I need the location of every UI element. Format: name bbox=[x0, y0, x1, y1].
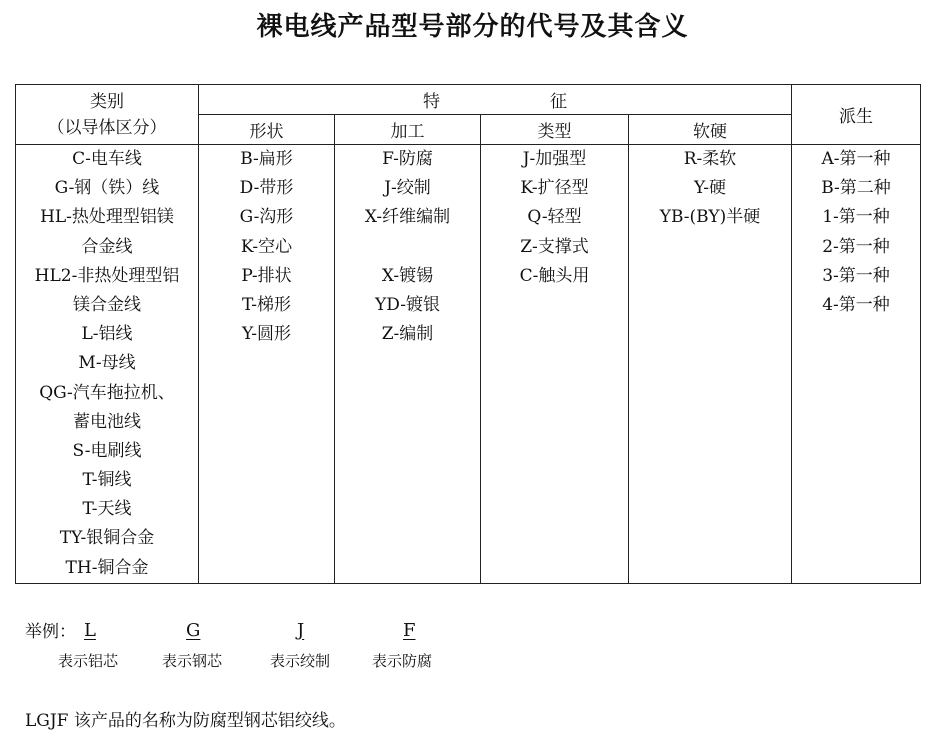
derived-item: 3-第一种 bbox=[822, 265, 890, 286]
category-item: L-铝线 bbox=[81, 324, 133, 345]
process-item: J-绞制 bbox=[384, 178, 431, 199]
type-item: K-扩径型 bbox=[520, 178, 589, 199]
header-category-sub bbox=[16, 115, 199, 145]
example-section bbox=[25, 617, 76, 642]
category-item: T-铜线 bbox=[82, 470, 132, 491]
derived-item: 2-第一种 bbox=[822, 236, 890, 257]
example-item-g bbox=[186, 620, 200, 641]
derived-item: A-第一种 bbox=[821, 149, 891, 169]
example-item-l bbox=[84, 620, 96, 641]
header-derived: 派生 bbox=[792, 85, 921, 145]
category-item: T-天线 bbox=[82, 499, 132, 520]
category-item: M-母线 bbox=[78, 353, 136, 374]
category-item: TH-铜合金 bbox=[65, 557, 149, 578]
header-feature-left: 特 bbox=[423, 92, 440, 112]
example-desc: 表示绞制 bbox=[270, 652, 331, 670]
shape-item: K-空心 bbox=[240, 236, 293, 257]
example-item-f bbox=[403, 620, 416, 641]
shape-item: Y-圆形 bbox=[241, 324, 292, 345]
example-desc: 表示防腐 bbox=[372, 652, 433, 670]
header-hardness: 软硬 bbox=[629, 115, 792, 145]
derived-column bbox=[792, 145, 921, 584]
category-item: C-电车线 bbox=[72, 149, 142, 169]
type-item: Z-支撑式 bbox=[520, 236, 589, 257]
hardness-item: R-柔软 bbox=[683, 149, 737, 169]
hardness-column bbox=[629, 145, 792, 584]
derived-item: 4-第一种 bbox=[822, 294, 890, 315]
category-item: HL2-非热处理型铝 bbox=[34, 265, 180, 286]
category-item: 合金线 bbox=[81, 236, 133, 257]
category-item: QG-汽车拖拉机、 bbox=[39, 382, 175, 403]
example-code: L bbox=[84, 620, 96, 641]
example-item-j bbox=[297, 620, 304, 641]
shape-item: B-扁形 bbox=[240, 149, 293, 169]
category-item: HL-热处理型铝镁 bbox=[40, 207, 174, 228]
type-item: J-加强型 bbox=[522, 149, 587, 169]
example-code: J bbox=[297, 620, 305, 641]
header-process: 加工 bbox=[335, 115, 481, 145]
header-category-line2: （以导体区分） bbox=[47, 117, 167, 138]
process-item: YD-镀银 bbox=[375, 294, 440, 315]
header-feature bbox=[199, 85, 792, 115]
header-category-line1: 类别 bbox=[90, 91, 124, 112]
example-code: F bbox=[403, 620, 416, 641]
shape-item: D-带形 bbox=[239, 178, 294, 199]
hardness-item: Y-硬 bbox=[693, 178, 727, 199]
shape-item: P-排状 bbox=[241, 265, 292, 286]
hardness-item: YB-(BY)半硬 bbox=[659, 207, 761, 228]
derived-item: B-第二种 bbox=[821, 178, 891, 199]
type-item: C-触头用 bbox=[519, 265, 590, 286]
header-feature-right: 征 bbox=[550, 92, 567, 112]
type-column bbox=[481, 145, 629, 584]
category-item: 镁合金线 bbox=[73, 294, 141, 315]
header-type: 类型 bbox=[481, 115, 629, 145]
page-title: 裸电线产品型号部分的代号及其含义 bbox=[256, 12, 689, 42]
category-item: G-钢（铁）线 bbox=[54, 178, 160, 199]
shape-item: T-梯形 bbox=[242, 294, 291, 315]
product-note: LGJF 该产品的名称为防腐型钢芯铝绞线。 bbox=[25, 711, 346, 731]
process-item: Z-编制 bbox=[381, 324, 434, 345]
process-column bbox=[335, 145, 481, 584]
process-item: X-纤维编制 bbox=[364, 207, 451, 228]
process-item: X-镀锡 bbox=[381, 265, 434, 286]
process-item-blank bbox=[335, 233, 480, 262]
category-item: TY-银铜合金 bbox=[59, 528, 155, 549]
header-shape: 形状 bbox=[199, 115, 335, 145]
header-category bbox=[16, 85, 199, 115]
shape-item: G-沟形 bbox=[239, 207, 294, 228]
category-item: 蓄电池线 bbox=[73, 411, 141, 432]
process-item: F-防腐 bbox=[382, 149, 433, 169]
example-desc: 表示钢芯 bbox=[162, 652, 223, 670]
type-item: Q-轻型 bbox=[527, 207, 582, 228]
example-desc: 表示铝芯 bbox=[58, 652, 119, 670]
example-code: G bbox=[186, 620, 201, 641]
shape-column bbox=[199, 145, 335, 584]
example-label: 举例： bbox=[25, 622, 76, 642]
category-item: S-电刷线 bbox=[72, 440, 142, 461]
code-table bbox=[15, 84, 921, 584]
category-column bbox=[16, 145, 199, 584]
derived-item: 1-第一种 bbox=[822, 207, 890, 228]
